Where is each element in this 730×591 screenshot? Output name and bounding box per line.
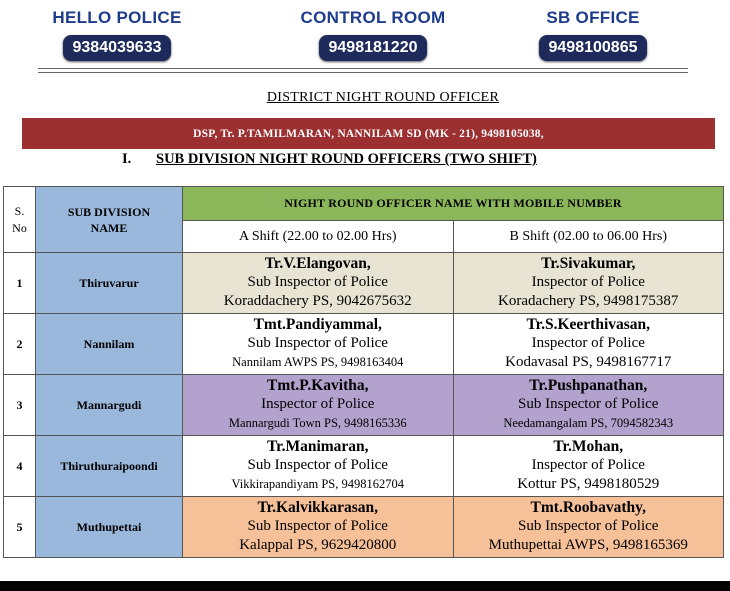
row-subdivision: Muthupettai [36, 497, 183, 558]
sno-header [4, 187, 36, 253]
row-subdivision: Nannilam [36, 314, 183, 375]
header-divider [38, 68, 688, 73]
officer-designation: Inspector of Police [261, 396, 375, 412]
contacts-header [0, 0, 730, 66]
table-row [4, 497, 724, 558]
officer-name: Tmt.Pandiyammal, [253, 316, 382, 333]
officer-station: Koradachery PS, 9498175387 [498, 293, 679, 309]
officer-name: Tr.S.Keerthivasan, [526, 316, 651, 333]
subdivision-header-line1: SUB DIVISION [67, 204, 151, 219]
control-room-number[interactable]: 9498181220 [319, 35, 428, 61]
night-round-table [3, 186, 724, 558]
table-row [4, 314, 724, 375]
officer-name: Tr.Sivakumar, [541, 255, 636, 272]
shift-b-officer [453, 375, 724, 436]
row-sno: 1 [4, 253, 36, 314]
shift-b-officer [453, 314, 724, 375]
subdivision-header-line2: NAME [90, 220, 128, 235]
officer-name: Tmt.Roobavathy, [530, 499, 646, 516]
sb-office-label: SB OFFICE [546, 8, 640, 27]
officer-designation: Inspector of Police [531, 274, 645, 290]
row-sno: 3 [4, 375, 36, 436]
officer-station: Needamangalam PS, 7094582343 [503, 416, 674, 430]
officer-name: Tmt.P.Kavitha, [267, 377, 369, 394]
officer-station: Vikkirapandiyam PS, 9498162704 [231, 477, 404, 491]
section-title: SUB DIVISION NIGHT ROUND OFFICERS (TWO SHIFT) [156, 151, 537, 167]
shift-a-officer [183, 253, 454, 314]
subdivision-header [36, 187, 183, 253]
hello-police-contact [34, 8, 200, 61]
officer-station: Mannargudi Town PS, 9498165336 [228, 416, 407, 430]
officer-station: Koraddachery PS, 9042675632 [223, 293, 412, 309]
officer-name: Tr.Manimaran, [266, 438, 369, 455]
table-row [4, 436, 724, 497]
row-sno: 5 [4, 497, 36, 558]
shift-a-officer [183, 436, 454, 497]
sno-header-line2: No [12, 220, 27, 235]
officer-name: Tr.Mohan, [553, 438, 624, 455]
officer-station: Muthupettai AWPS, 9498165369 [488, 537, 688, 553]
hello-police-label: HELLO POLICE [52, 8, 182, 27]
row-subdivision: Thiruthuraipoondi [36, 436, 183, 497]
shift-a-officer [183, 314, 454, 375]
officer-station: Kodavasal PS, 9498167717 [505, 354, 672, 370]
sb-office-contact [520, 8, 666, 61]
officer-station: Nannilam AWPS PS, 9498163404 [232, 355, 404, 369]
district-title: DISTRICT NIGHT ROUND OFFICER [266, 90, 500, 105]
shift-b-officer [453, 253, 724, 314]
shift-b-officer [453, 497, 724, 558]
officer-designation: Sub Inspector of Police [247, 457, 388, 473]
dsp-banner: DSP, Tr. P.TAMILMARAN, NANNILAM SD (MK - 21), 9498105038, [22, 118, 715, 149]
table-row [4, 375, 724, 436]
shift-b-officer [453, 436, 724, 497]
group-header: NIGHT ROUND OFFICER NAME WITH MOBILE NUMBER [183, 187, 724, 221]
control-room-label: CONTROL ROOM [300, 8, 446, 27]
officer-station: Kalappal PS, 9629420800 [239, 537, 397, 553]
row-sno: 2 [4, 314, 36, 375]
sb-office-number[interactable]: 9498100865 [539, 35, 648, 61]
officer-name: Tr.V.Elangovan, [264, 255, 371, 272]
officer-name: Tr.Kalvikkarasan, [257, 499, 379, 516]
officer-designation: Inspector of Police [531, 457, 645, 473]
hello-police-number[interactable]: 9384039633 [63, 35, 172, 61]
officer-designation: Sub Inspector of Police [247, 335, 388, 351]
shift-a-officer [183, 497, 454, 558]
shift-a-header: A Shift (22.00 to 02.00 Hrs) [183, 221, 454, 253]
section-index: I. [122, 151, 132, 167]
officer-designation: Sub Inspector of Police [247, 274, 388, 290]
officer-designation: Sub Inspector of Police [247, 518, 388, 534]
shift-a-officer [183, 375, 454, 436]
table-row [4, 253, 724, 314]
control-room-contact [282, 8, 464, 61]
row-subdivision: Mannargudi [36, 375, 183, 436]
row-sno: 4 [4, 436, 36, 497]
officer-designation: Sub Inspector of Police [518, 518, 659, 534]
officer-station: Kottur PS, 9498180529 [517, 476, 660, 492]
officer-designation: Inspector of Police [531, 335, 645, 351]
row-subdivision: Thiruvarur [36, 253, 183, 314]
sno-header-line1: S. [14, 203, 25, 218]
section-heading [122, 151, 537, 168]
officer-name: Tr.Pushpanathan, [529, 377, 648, 394]
officer-designation: Sub Inspector of Police [518, 396, 659, 412]
shift-b-header: B Shift (02.00 to 06.00 Hrs) [453, 221, 724, 253]
bottom-border [0, 581, 730, 591]
